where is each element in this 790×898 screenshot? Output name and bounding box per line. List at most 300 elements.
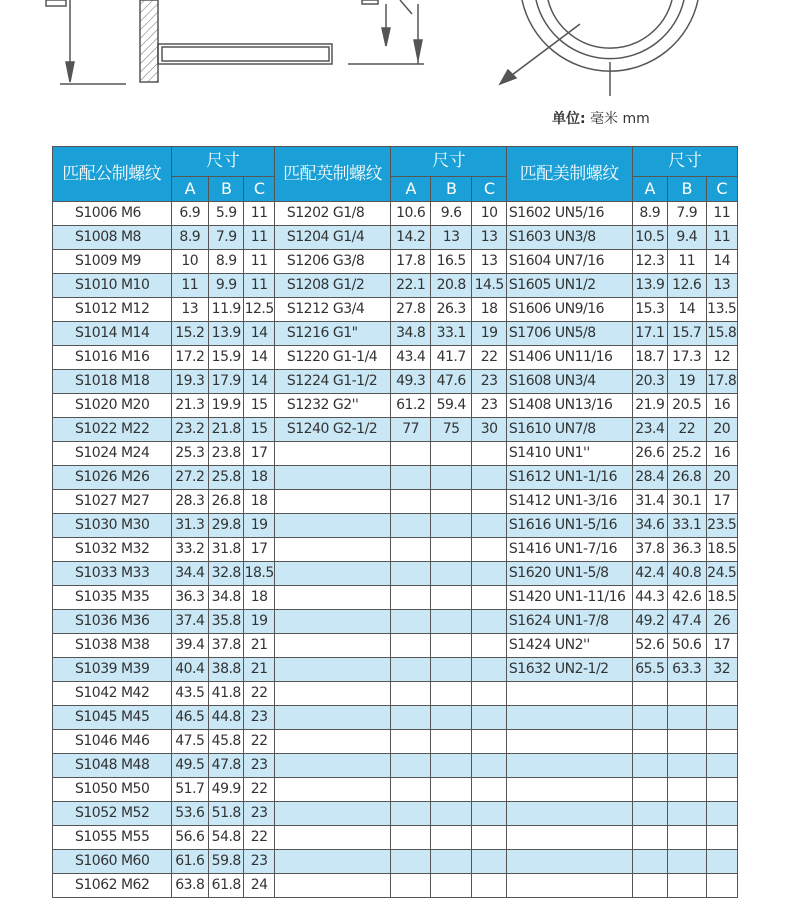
- dim-b-cell: 30.1: [668, 490, 707, 514]
- part-number-cell: S1050 M50: [53, 778, 172, 802]
- dim-a-cell: 21.3: [171, 394, 208, 418]
- dim-c-cell: 18: [472, 298, 506, 322]
- dim-c-cell: 13: [472, 226, 506, 250]
- part-number-cell: S1036 M36: [53, 610, 172, 634]
- dim-a-cell: 61.2: [391, 394, 431, 418]
- dim-b-cell: 26.8: [668, 466, 707, 490]
- dim-b-cell: [430, 850, 472, 874]
- dim-a-cell: 33.2: [171, 538, 208, 562]
- dim-c-cell: [472, 874, 506, 898]
- dim-c-cell: 22: [244, 682, 274, 706]
- table-row: [53, 586, 738, 610]
- dim-c-cell: 11: [244, 274, 274, 298]
- dim-c-cell: 18: [244, 586, 274, 610]
- dimension-a-left: [46, 0, 126, 84]
- dim-a-cell: 44.3: [632, 586, 667, 610]
- dim-c-cell: [472, 802, 506, 826]
- dim-b-cell: [430, 826, 472, 850]
- dim-a-cell: [391, 778, 431, 802]
- dim-c-cell: [472, 538, 506, 562]
- part-number-cell: S1038 M38: [53, 634, 172, 658]
- dim-a-cell: [632, 754, 667, 778]
- dim-a-cell: [391, 634, 431, 658]
- dim-c-cell: [472, 706, 506, 730]
- dim-a-cell: 21.9: [632, 394, 667, 418]
- dim-a-cell: 49.3: [391, 370, 431, 394]
- dim-b-cell: [668, 778, 707, 802]
- dim-b-cell: 41.8: [209, 682, 244, 706]
- dim-c-cell: [472, 442, 506, 466]
- table-row: [53, 754, 738, 778]
- dim-a-cell: 20.3: [632, 370, 667, 394]
- dim-a-cell: [632, 874, 667, 898]
- dim-b-cell: 59.8: [209, 850, 244, 874]
- dim-c-cell: 18.5: [706, 538, 738, 562]
- dim-b-cell: [430, 682, 472, 706]
- dim-b-cell: 5.9: [209, 202, 244, 226]
- dim-a-cell: [632, 682, 667, 706]
- dim-a-cell: 36.3: [171, 586, 208, 610]
- table-row: [53, 514, 738, 538]
- part-number-cell: S1606 UN9/16: [506, 298, 632, 322]
- table-row: [53, 418, 738, 442]
- dim-c-cell: [472, 562, 506, 586]
- part-number-cell: S1016 M16: [53, 346, 172, 370]
- dim-a-cell: 28.4: [632, 466, 667, 490]
- part-number-cell: S1624 UN1-7/8: [506, 610, 632, 634]
- dim-a-cell: 13.9: [632, 274, 667, 298]
- part-number-cell: [274, 538, 391, 562]
- table-row: [53, 490, 738, 514]
- header-b: B: [209, 177, 244, 202]
- dim-c-cell: 11: [244, 202, 274, 226]
- dim-c-cell: [472, 514, 506, 538]
- dim-a-cell: 37.4: [171, 610, 208, 634]
- dim-b-cell: 16.5: [430, 250, 472, 274]
- dim-a-cell: 61.6: [171, 850, 208, 874]
- header-size-1: 尺寸: [171, 147, 274, 177]
- dim-a-cell: [391, 754, 431, 778]
- dim-a-cell: 39.4: [171, 634, 208, 658]
- dim-b-cell: [430, 634, 472, 658]
- dim-a-cell: [632, 826, 667, 850]
- dim-a-cell: 47.5: [171, 730, 208, 754]
- part-number-cell: [506, 802, 632, 826]
- dim-c-cell: [706, 826, 738, 850]
- dim-c-cell: 11: [706, 202, 738, 226]
- part-number-cell: S1024 M24: [53, 442, 172, 466]
- table-row: [53, 226, 738, 250]
- dim-c-cell: 17: [706, 490, 738, 514]
- dim-b-cell: 44.8: [209, 706, 244, 730]
- table-row: [53, 802, 738, 826]
- dim-c-cell: [472, 490, 506, 514]
- part-number-cell: [274, 706, 391, 730]
- header-c: C: [706, 177, 738, 202]
- dim-a-cell: 25.3: [171, 442, 208, 466]
- part-number-cell: S1048 M48: [53, 754, 172, 778]
- dim-a-cell: [391, 682, 431, 706]
- dim-b-cell: [430, 490, 472, 514]
- dim-a-cell: 8.9: [171, 226, 208, 250]
- dim-a-cell: 11: [171, 274, 208, 298]
- dim-b-cell: [668, 682, 707, 706]
- dim-a-cell: [391, 826, 431, 850]
- dim-a-cell: [391, 874, 431, 898]
- dim-a-cell: [632, 706, 667, 730]
- dim-c-cell: 19: [244, 610, 274, 634]
- dim-b-cell: 12.6: [668, 274, 707, 298]
- dim-b-cell: 25.2: [668, 442, 707, 466]
- dim-a-cell: 42.4: [632, 562, 667, 586]
- dim-b-cell: 13: [430, 226, 472, 250]
- dim-c-cell: 18.5: [706, 586, 738, 610]
- table-row: [53, 658, 738, 682]
- part-number-cell: S1603 UN3/8: [506, 226, 632, 250]
- part-number-cell: S1010 M10: [53, 274, 172, 298]
- table-row: [53, 394, 738, 418]
- dim-a-cell: [391, 562, 431, 586]
- part-number-cell: [274, 514, 391, 538]
- part-number-cell: S1412 UN1-3/16: [506, 490, 632, 514]
- part-number-cell: S1006 M6: [53, 202, 172, 226]
- dim-b-cell: [430, 610, 472, 634]
- dim-b-cell: 47.4: [668, 610, 707, 634]
- part-number-cell: S1032 M32: [53, 538, 172, 562]
- part-number-cell: [506, 874, 632, 898]
- dim-b-cell: [430, 658, 472, 682]
- dim-b-cell: 21.8: [209, 418, 244, 442]
- dim-b-cell: [668, 802, 707, 826]
- dim-a-cell: [632, 850, 667, 874]
- dim-b-cell: 40.8: [668, 562, 707, 586]
- dim-c-cell: 17: [706, 634, 738, 658]
- dim-a-cell: 31.4: [632, 490, 667, 514]
- dim-a-cell: 12.3: [632, 250, 667, 274]
- dim-c-cell: 11: [244, 250, 274, 274]
- part-number-cell: S1062 M62: [53, 874, 172, 898]
- part-number-cell: S1052 M52: [53, 802, 172, 826]
- part-number-cell: [506, 850, 632, 874]
- part-number-cell: [274, 610, 391, 634]
- dim-c-cell: [706, 874, 738, 898]
- dim-a-cell: 27.8: [391, 298, 431, 322]
- header-a: A: [171, 177, 208, 202]
- part-number-cell: [274, 850, 391, 874]
- dim-c-cell: [472, 826, 506, 850]
- part-number-cell: S1026 M26: [53, 466, 172, 490]
- dim-c-cell: 23: [244, 802, 274, 826]
- part-number-cell: S1408 UN13/16: [506, 394, 632, 418]
- part-number-cell: S1605 UN1/2: [506, 274, 632, 298]
- part-number-cell: [274, 658, 391, 682]
- dim-c-cell: 30: [472, 418, 506, 442]
- dim-c-cell: 19: [472, 322, 506, 346]
- part-number-cell: [274, 802, 391, 826]
- part-number-cell: [506, 826, 632, 850]
- dim-b-cell: 15.7: [668, 322, 707, 346]
- dim-c-cell: [706, 850, 738, 874]
- table-row: [53, 466, 738, 490]
- dim-c-cell: 23: [472, 370, 506, 394]
- header-size-2: 尺寸: [391, 147, 507, 177]
- dim-b-cell: [430, 586, 472, 610]
- dim-b-cell: 49.9: [209, 778, 244, 802]
- dim-a-cell: [391, 490, 431, 514]
- part-number-cell: S1406 UN11/16: [506, 346, 632, 370]
- part-number-cell: S1224 G1-1/2: [274, 370, 391, 394]
- part-number-cell: S1012 M12: [53, 298, 172, 322]
- table-row: [53, 850, 738, 874]
- technical-drawing: [0, 0, 790, 140]
- dim-c-cell: 23: [244, 754, 274, 778]
- spec-table-body: [53, 202, 738, 898]
- dim-c-cell: 20: [706, 466, 738, 490]
- dim-a-cell: 22.1: [391, 274, 431, 298]
- part-number-cell: S1602 UN5/16: [506, 202, 632, 226]
- table-row: [53, 562, 738, 586]
- part-number-cell: [274, 562, 391, 586]
- dim-c-cell: 14: [244, 370, 274, 394]
- part-number-cell: [274, 586, 391, 610]
- dim-a-cell: 49.5: [171, 754, 208, 778]
- header-size-3: 尺寸: [632, 147, 737, 177]
- dim-c-cell: 26: [706, 610, 738, 634]
- dim-a-cell: [632, 778, 667, 802]
- dim-b-cell: 20.5: [668, 394, 707, 418]
- dim-b-cell: 41.7: [430, 346, 472, 370]
- part-number-cell: S1033 M33: [53, 562, 172, 586]
- table-row: [53, 634, 738, 658]
- dim-a-cell: 26.6: [632, 442, 667, 466]
- dim-b-cell: 19.9: [209, 394, 244, 418]
- dim-c-cell: 15: [244, 418, 274, 442]
- dim-c-cell: 12.5: [244, 298, 274, 322]
- part-number-cell: S1035 M35: [53, 586, 172, 610]
- dim-b-cell: 9.6: [430, 202, 472, 226]
- dim-b-cell: [430, 802, 472, 826]
- part-number-cell: [274, 778, 391, 802]
- dim-b-cell: 26.3: [430, 298, 472, 322]
- dim-a-cell: 10: [171, 250, 208, 274]
- dim-a-cell: [391, 442, 431, 466]
- part-number-cell: [506, 778, 632, 802]
- dim-a-cell: 49.2: [632, 610, 667, 634]
- dim-c-cell: 22: [244, 730, 274, 754]
- dim-a-cell: 17.1: [632, 322, 667, 346]
- dim-a-cell: 56.6: [171, 826, 208, 850]
- dim-a-cell: 65.5: [632, 658, 667, 682]
- dim-b-cell: 47.6: [430, 370, 472, 394]
- dim-c-cell: 16: [706, 442, 738, 466]
- dim-b-cell: [668, 730, 707, 754]
- dim-a-cell: 28.3: [171, 490, 208, 514]
- dim-c-cell: 14: [244, 322, 274, 346]
- table-row: [53, 874, 738, 898]
- part-number-cell: S1202 G1/8: [274, 202, 391, 226]
- dim-a-cell: 43.4: [391, 346, 431, 370]
- dim-a-cell: 31.3: [171, 514, 208, 538]
- dim-b-cell: 47.8: [209, 754, 244, 778]
- dim-c-cell: [472, 610, 506, 634]
- dim-c-cell: [472, 658, 506, 682]
- dim-c-cell: 14: [244, 346, 274, 370]
- dim-c-cell: 13.5: [706, 298, 738, 322]
- dim-a-cell: 46.5: [171, 706, 208, 730]
- dim-b-cell: 7.9: [668, 202, 707, 226]
- dim-a-cell: 17.2: [171, 346, 208, 370]
- dim-b-cell: 9.4: [668, 226, 707, 250]
- dim-b-cell: 59.4: [430, 394, 472, 418]
- dim-b-cell: 37.8: [209, 634, 244, 658]
- dim-b-cell: 33.1: [668, 514, 707, 538]
- dim-c-cell: 11: [706, 226, 738, 250]
- dim-a-cell: 34.8: [391, 322, 431, 346]
- table-row: [53, 322, 738, 346]
- dim-c-cell: 20: [706, 418, 738, 442]
- table-row: [53, 730, 738, 754]
- dim-a-cell: [391, 850, 431, 874]
- part-number-cell: S1620 UN1-5/8: [506, 562, 632, 586]
- dim-c-cell: 14.5: [472, 274, 506, 298]
- dim-a-cell: 14.2: [391, 226, 431, 250]
- dim-c-cell: 24: [244, 874, 274, 898]
- dim-b-cell: 29.8: [209, 514, 244, 538]
- part-number-cell: [274, 682, 391, 706]
- header-metric: 匹配公制螺纹: [53, 147, 172, 202]
- part-number-cell: S1055 M55: [53, 826, 172, 850]
- header-c: C: [472, 177, 506, 202]
- header-c: C: [244, 177, 274, 202]
- dim-a-cell: 15.2: [171, 322, 208, 346]
- dim-b-cell: 19: [668, 370, 707, 394]
- part-number-cell: S1022 M22: [53, 418, 172, 442]
- dim-a-cell: 37.8: [632, 538, 667, 562]
- dim-a-cell: 34.4: [171, 562, 208, 586]
- dimension-c-right: [348, 0, 424, 64]
- dim-c-cell: 14: [706, 250, 738, 274]
- nut-cross-section: [140, 0, 332, 82]
- dim-c-cell: 12: [706, 346, 738, 370]
- part-number-cell: [274, 754, 391, 778]
- dim-c-cell: 22: [244, 778, 274, 802]
- dim-c-cell: 13: [472, 250, 506, 274]
- part-number-cell: [274, 634, 391, 658]
- dim-b-cell: [430, 514, 472, 538]
- dim-b-cell: 8.9: [209, 250, 244, 274]
- table-row: [53, 442, 738, 466]
- table-row: [53, 370, 738, 394]
- dim-b-cell: 75: [430, 418, 472, 442]
- part-number-cell: S1424 UN2'': [506, 634, 632, 658]
- dim-a-cell: 34.6: [632, 514, 667, 538]
- part-number-cell: [274, 490, 391, 514]
- dim-c-cell: 10: [472, 202, 506, 226]
- dim-b-cell: 22: [668, 418, 707, 442]
- dim-a-cell: [391, 658, 431, 682]
- dim-b-cell: 33.1: [430, 322, 472, 346]
- dim-a-cell: 18.7: [632, 346, 667, 370]
- table-row: [53, 346, 738, 370]
- dim-b-cell: 50.6: [668, 634, 707, 658]
- part-number-cell: S1206 G3/8: [274, 250, 391, 274]
- part-number-cell: S1706 UN5/8: [506, 322, 632, 346]
- part-number-cell: [506, 706, 632, 730]
- dim-b-cell: 51.8: [209, 802, 244, 826]
- header-b: B: [668, 177, 707, 202]
- dim-c-cell: [706, 778, 738, 802]
- part-number-cell: S1616 UN1-5/16: [506, 514, 632, 538]
- part-number-cell: S1240 G2-1/2: [274, 418, 391, 442]
- dim-a-cell: 8.9: [632, 202, 667, 226]
- dim-c-cell: 23: [244, 850, 274, 874]
- part-number-cell: [274, 466, 391, 490]
- dim-b-cell: 42.6: [668, 586, 707, 610]
- dim-c-cell: [472, 682, 506, 706]
- dim-a-cell: 6.9: [171, 202, 208, 226]
- part-number-cell: S1020 M20: [53, 394, 172, 418]
- dim-c-cell: 11: [244, 226, 274, 250]
- dim-c-cell: 15.8: [706, 322, 738, 346]
- dim-b-cell: [430, 754, 472, 778]
- table-row: [53, 250, 738, 274]
- dim-c-cell: 23.5: [706, 514, 738, 538]
- header-american: 匹配美制螺纹: [506, 147, 632, 202]
- part-number-cell: S1046 M46: [53, 730, 172, 754]
- part-number-cell: S1060 M60: [53, 850, 172, 874]
- dim-a-cell: 77: [391, 418, 431, 442]
- part-number-cell: S1420 UN1-11/16: [506, 586, 632, 610]
- unit-value: 毫米 mm: [590, 111, 650, 127]
- part-number-cell: [274, 442, 391, 466]
- dim-a-cell: 23.2: [171, 418, 208, 442]
- table-row: [53, 202, 738, 226]
- dim-c-cell: 18: [244, 466, 274, 490]
- dim-b-cell: 35.8: [209, 610, 244, 634]
- part-number-cell: S1045 M45: [53, 706, 172, 730]
- dim-a-cell: 43.5: [171, 682, 208, 706]
- part-number-cell: S1030 M30: [53, 514, 172, 538]
- dim-a-cell: 10.6: [391, 202, 431, 226]
- dim-c-cell: [472, 730, 506, 754]
- dim-c-cell: [706, 730, 738, 754]
- dim-c-cell: [706, 706, 738, 730]
- dim-a-cell: 23.4: [632, 418, 667, 442]
- dim-b-cell: [668, 826, 707, 850]
- dim-a-cell: [391, 706, 431, 730]
- part-number-cell: S1216 G1": [274, 322, 391, 346]
- dim-b-cell: 61.8: [209, 874, 244, 898]
- part-number-cell: S1610 UN7/8: [506, 418, 632, 442]
- part-number-cell: S1039 M39: [53, 658, 172, 682]
- table-row: [53, 610, 738, 634]
- dim-c-cell: [472, 586, 506, 610]
- dim-b-cell: 15.9: [209, 346, 244, 370]
- part-number-cell: S1416 UN1-7/16: [506, 538, 632, 562]
- part-number-cell: S1212 G3/4: [274, 298, 391, 322]
- header-a: A: [632, 177, 667, 202]
- dim-b-cell: [668, 874, 707, 898]
- dim-a-cell: [391, 610, 431, 634]
- dim-a-cell: 63.8: [171, 874, 208, 898]
- dim-c-cell: [706, 682, 738, 706]
- dim-a-cell: 13: [171, 298, 208, 322]
- dim-c-cell: [472, 850, 506, 874]
- dim-c-cell: 16: [706, 394, 738, 418]
- dim-c-cell: [472, 754, 506, 778]
- unit-label: 单位:: [552, 111, 586, 127]
- dim-b-cell: [430, 778, 472, 802]
